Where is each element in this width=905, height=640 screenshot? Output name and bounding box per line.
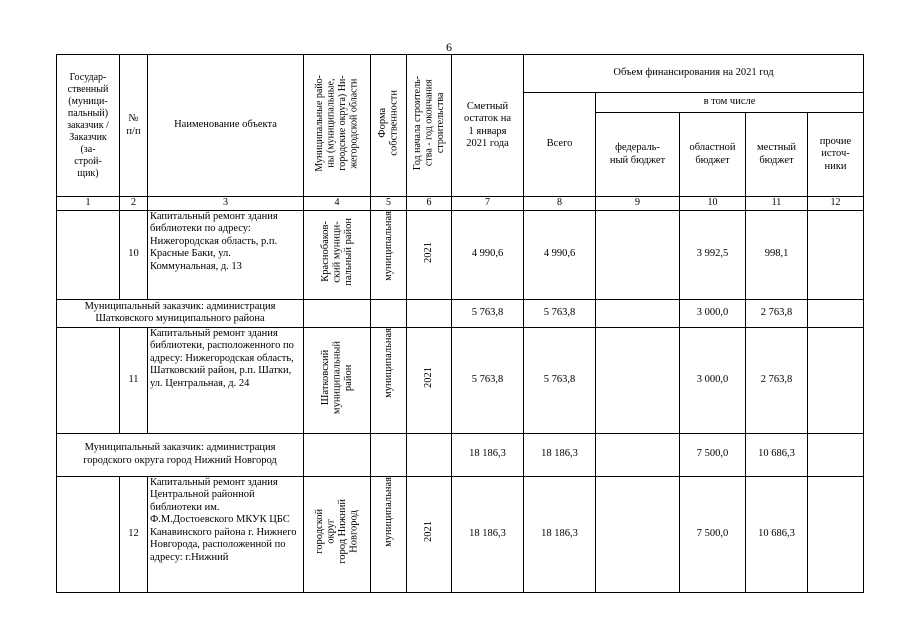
local-value: 998,1 (746, 210, 808, 299)
regional-value: 3 000,0 (680, 299, 746, 327)
year-text: 2021 (423, 367, 435, 389)
col-index: 8 (524, 197, 596, 211)
empty-cell (596, 299, 680, 327)
federal-value (596, 327, 680, 433)
year-text: 2021 (423, 521, 435, 543)
col-index: 5 (371, 197, 407, 211)
customer-cell (57, 327, 120, 433)
total-value: 5 763,8 (524, 299, 596, 327)
header-federal: федераль- ный бюджет (596, 113, 680, 197)
empty-cell (304, 433, 371, 476)
header-other: прочие источ- ники (808, 113, 864, 197)
header-years (407, 55, 452, 197)
col-index: 3 (148, 197, 304, 211)
district-text: городской округ город Нижний Новгород (314, 499, 360, 565)
district-cell (304, 327, 371, 433)
year-cell (407, 327, 452, 433)
object-name: Капитальный ремонт здания библиотеки, расположенного по адресу: Нижегородская область, Шатковский район, р.п. Шатки, ул. Центральная, д. 24 (148, 327, 304, 433)
header-including: в том числе (596, 93, 864, 113)
ownership-cell (371, 210, 407, 299)
object-name: Капитальный ремонт здания библиотеки по адресу: Нижегородская область, р.п. Красные Баки, ул. Коммунальная, д. 13 (148, 210, 304, 299)
ownership-text: муниципальная (382, 476, 394, 547)
district-cell (304, 210, 371, 299)
header-local: местный бюджет (746, 113, 808, 197)
empty-cell (304, 299, 371, 327)
header-balance: Сметный остаток на 1 января 2021 года (452, 55, 524, 197)
header-total: Всего (524, 93, 596, 197)
regional-value: 7 500,0 (680, 433, 746, 476)
group-label: Муниципальный заказчик: администрация городского округа город Нижний Новгород (57, 433, 304, 476)
federal-value (596, 210, 680, 299)
row-number: 12 (120, 476, 148, 592)
header-object-name: Наименование объекта (148, 55, 304, 197)
federal-value (596, 476, 680, 592)
header-financing-group: Объем финансирования на 2021 год (524, 55, 864, 93)
ownership-text: муниципальная (382, 210, 394, 281)
ownership-text: муниципальная (382, 327, 394, 398)
year-cell (407, 210, 452, 299)
ownership-cell (371, 476, 407, 592)
row-number: 10 (120, 210, 148, 299)
total-value: 5 763,8 (524, 327, 596, 433)
row-number: 11 (120, 327, 148, 433)
header-years-text: Год начала строитель- ства - год окончания строительства (411, 76, 446, 171)
local-value: 2 763,8 (746, 327, 808, 433)
group-row (57, 299, 864, 327)
district-text: Краснобаков- ский муници- пальный район (319, 218, 354, 287)
object-name: Капитальный ремонт здания Центральной районной библиотеки им. Ф.М.Достоевского МКУК ЦБС Канавинского района г. Нижнего Новгорода, расположенной по адресу: г.Нижний (148, 476, 304, 592)
local-value: 10 686,3 (746, 433, 808, 476)
balance-value: 5 763,8 (452, 327, 524, 433)
local-value: 10 686,3 (746, 476, 808, 592)
group-label: Муниципальный заказчик: администрация Шатковского муниципального района (57, 299, 304, 327)
col-index: 10 (680, 197, 746, 211)
table-row (57, 476, 864, 592)
empty-cell (371, 433, 407, 476)
other-value (808, 476, 864, 592)
balance-value: 18 186,3 (452, 476, 524, 592)
total-value: 18 186,3 (524, 433, 596, 476)
header-regional: областной бюджет (680, 113, 746, 197)
empty-cell (407, 433, 452, 476)
local-value: 2 763,8 (746, 299, 808, 327)
district-text: Шатковский муниципальный район (319, 341, 354, 415)
page-number: 6 (446, 40, 452, 54)
total-value: 4 990,6 (524, 210, 596, 299)
other-value (808, 210, 864, 299)
ownership-cell (371, 327, 407, 433)
balance-value: 18 186,3 (452, 433, 524, 476)
header-district-text: Муниципальные райо- ны (муниципальные, городские округа) Ни- жегородской области (314, 74, 360, 172)
column-index-row (57, 197, 864, 211)
header-customer: Государ- ственный (муници- пальный) заказчик / Заказчик (за- строй- щик) (57, 55, 120, 197)
balance-value: 5 763,8 (452, 299, 524, 327)
group-row (57, 433, 864, 476)
col-index: 9 (596, 197, 680, 211)
col-index: 11 (746, 197, 808, 211)
header-number: № п/п (120, 55, 148, 197)
empty-cell (596, 433, 680, 476)
total-value: 18 186,3 (524, 476, 596, 592)
year-cell (407, 476, 452, 592)
regional-value: 7 500,0 (680, 476, 746, 592)
customer-cell (57, 210, 120, 299)
regional-value: 3 992,5 (680, 210, 746, 299)
district-cell (304, 476, 371, 592)
empty-cell (808, 299, 864, 327)
empty-cell (407, 299, 452, 327)
header-district (304, 55, 371, 197)
table-row (57, 210, 864, 299)
empty-cell (808, 433, 864, 476)
financing-table (56, 54, 864, 593)
empty-cell (371, 299, 407, 327)
col-index: 12 (808, 197, 864, 211)
year-text: 2021 (423, 241, 435, 263)
balance-value: 4 990,6 (452, 210, 524, 299)
regional-value: 3 000,0 (680, 327, 746, 433)
col-index: 2 (120, 197, 148, 211)
customer-cell (57, 476, 120, 592)
col-index: 4 (304, 197, 371, 211)
table-row (57, 327, 864, 433)
col-index: 7 (452, 197, 524, 211)
header-ownership (371, 55, 407, 197)
col-index: 1 (57, 197, 120, 211)
other-value (808, 327, 864, 433)
col-index: 6 (407, 197, 452, 211)
header-ownership-text: Форма собственности (377, 90, 400, 157)
